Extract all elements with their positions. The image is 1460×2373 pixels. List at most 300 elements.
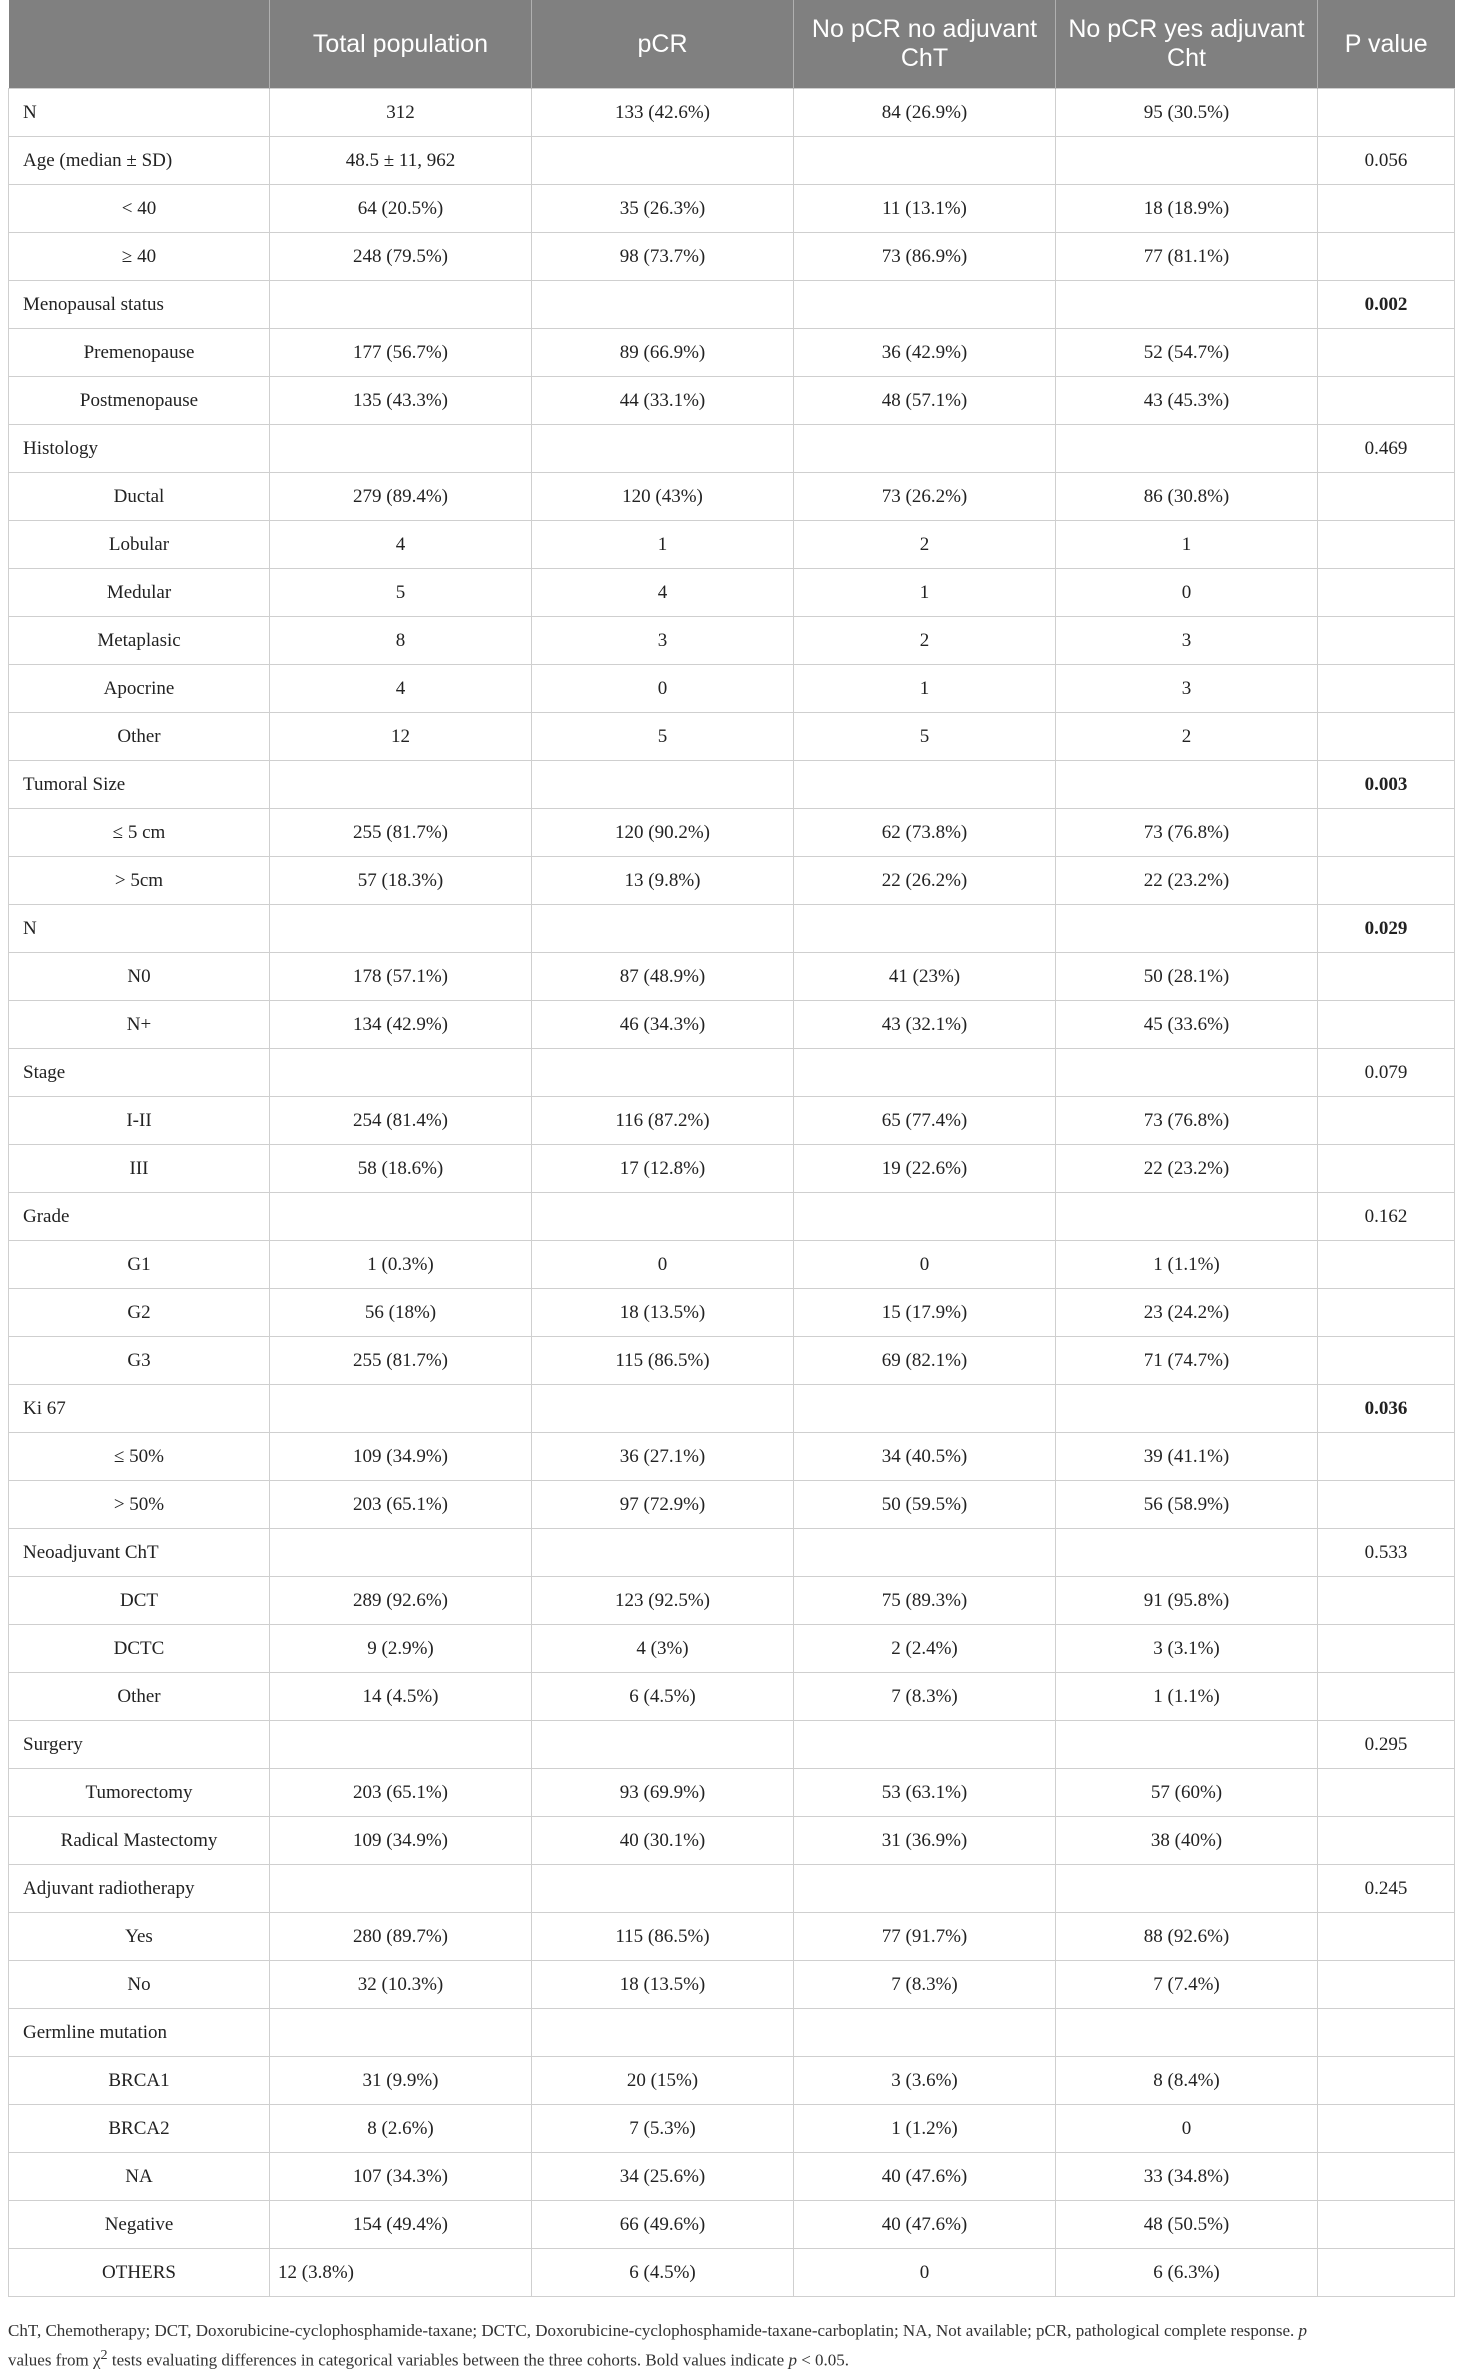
cell-no-pcr-yes-adjuvant: 86 (30.8%) xyxy=(1056,473,1318,521)
cell-no-pcr-no-adjuvant: 2 (2.4%) xyxy=(794,1625,1056,1673)
cell-pcr: 35 (26.3%) xyxy=(532,185,794,233)
table-row xyxy=(9,233,1455,281)
table-row xyxy=(9,137,1455,185)
header-cell-total: Total population xyxy=(270,0,532,89)
table-row xyxy=(9,953,1455,1001)
table-row xyxy=(9,761,1455,809)
cell-total: 109 (34.9%) xyxy=(270,1433,532,1481)
cell-p-value: 0.469 xyxy=(1318,425,1455,473)
row-label: Tumoral Size xyxy=(9,761,270,809)
cell-total: 48.5 ± 11, 962 xyxy=(270,137,532,185)
cell-pcr: 87 (48.9%) xyxy=(532,953,794,1001)
cell-no-pcr-yes-adjuvant xyxy=(1056,425,1318,473)
cell-pcr: 120 (90.2%) xyxy=(532,809,794,857)
row-sublabel: ≥ 40 xyxy=(9,233,270,281)
cell-p-value xyxy=(1318,185,1455,233)
row-sublabel: ≤ 50% xyxy=(9,1433,270,1481)
cell-no-pcr-yes-adjuvant: 1 (1.1%) xyxy=(1056,1673,1318,1721)
cell-no-pcr-yes-adjuvant: 48 (50.5%) xyxy=(1056,2201,1318,2249)
cell-no-pcr-yes-adjuvant: 57 (60%) xyxy=(1056,1769,1318,1817)
header-cell-p-value: P value xyxy=(1318,0,1455,89)
cell-total xyxy=(270,1865,532,1913)
row-sublabel: > 50% xyxy=(9,1481,270,1529)
row-sublabel: ≤ 5 cm xyxy=(9,809,270,857)
table-row xyxy=(9,1097,1455,1145)
cell-no-pcr-yes-adjuvant: 23 (24.2%) xyxy=(1056,1289,1318,1337)
cell-total: 4 xyxy=(270,665,532,713)
row-label: Ki 67 xyxy=(9,1385,270,1433)
row-sublabel: Medular xyxy=(9,569,270,617)
row-label: Neoadjuvant ChT xyxy=(9,1529,270,1577)
cell-p-value xyxy=(1318,521,1455,569)
cell-no-pcr-yes-adjuvant: 6 (6.3%) xyxy=(1056,2249,1318,2297)
table-row xyxy=(9,281,1455,329)
cell-pcr xyxy=(532,1865,794,1913)
cell-p-value xyxy=(1318,1337,1455,1385)
cell-no-pcr-yes-adjuvant xyxy=(1056,1385,1318,1433)
row-label: Grade xyxy=(9,1193,270,1241)
cell-pcr: 13 (9.8%) xyxy=(532,857,794,905)
row-sublabel: I-II xyxy=(9,1097,270,1145)
footnote-text-4: < 0.05. xyxy=(796,2350,850,2370)
cell-no-pcr-no-adjuvant xyxy=(794,1529,1056,1577)
row-label: Stage xyxy=(9,1049,270,1097)
cell-total: 135 (43.3%) xyxy=(270,377,532,425)
cell-no-pcr-no-adjuvant xyxy=(794,1721,1056,1769)
row-sublabel: BRCA2 xyxy=(9,2105,270,2153)
cell-no-pcr-yes-adjuvant: 0 xyxy=(1056,2105,1318,2153)
cell-total: 312 xyxy=(270,89,532,137)
cell-p-value xyxy=(1318,2201,1455,2249)
cell-total xyxy=(270,1721,532,1769)
cell-p-value: 0.056 xyxy=(1318,137,1455,185)
cell-total: 31 (9.9%) xyxy=(270,2057,532,2105)
cell-pcr: 3 xyxy=(532,617,794,665)
cell-pcr: 5 xyxy=(532,713,794,761)
cell-pcr: 6 (4.5%) xyxy=(532,2249,794,2297)
cell-pcr: 89 (66.9%) xyxy=(532,329,794,377)
cell-p-value xyxy=(1318,2249,1455,2297)
cell-no-pcr-no-adjuvant: 15 (17.9%) xyxy=(794,1289,1056,1337)
cell-p-value: 0.003 xyxy=(1318,761,1455,809)
cell-p-value xyxy=(1318,1913,1455,1961)
table-row xyxy=(9,809,1455,857)
cell-no-pcr-yes-adjuvant: 56 (58.9%) xyxy=(1056,1481,1318,1529)
cell-p-value xyxy=(1318,1001,1455,1049)
cell-no-pcr-no-adjuvant: 62 (73.8%) xyxy=(794,809,1056,857)
cell-no-pcr-no-adjuvant: 5 xyxy=(794,713,1056,761)
table-row xyxy=(9,2153,1455,2201)
cell-pcr xyxy=(532,1049,794,1097)
cell-pcr: 6 (4.5%) xyxy=(532,1673,794,1721)
table-row xyxy=(9,1241,1455,1289)
cell-no-pcr-yes-adjuvant: 73 (76.8%) xyxy=(1056,1097,1318,1145)
cell-no-pcr-yes-adjuvant: 2 xyxy=(1056,713,1318,761)
cell-p-value: 0.079 xyxy=(1318,1049,1455,1097)
row-label: N xyxy=(9,89,270,137)
cell-total: 279 (89.4%) xyxy=(270,473,532,521)
cell-no-pcr-no-adjuvant: 2 xyxy=(794,521,1056,569)
cell-p-value xyxy=(1318,2057,1455,2105)
cell-pcr xyxy=(532,1193,794,1241)
table-row xyxy=(9,713,1455,761)
table-row xyxy=(9,377,1455,425)
table-row xyxy=(9,185,1455,233)
cell-no-pcr-yes-adjuvant: 1 xyxy=(1056,521,1318,569)
cell-no-pcr-no-adjuvant: 84 (26.9%) xyxy=(794,89,1056,137)
cell-total: 255 (81.7%) xyxy=(270,1337,532,1385)
cell-pcr xyxy=(532,761,794,809)
row-sublabel: G2 xyxy=(9,1289,270,1337)
cell-no-pcr-no-adjuvant xyxy=(794,1049,1056,1097)
cell-no-pcr-yes-adjuvant xyxy=(1056,1529,1318,1577)
cell-pcr xyxy=(532,1529,794,1577)
row-sublabel: No xyxy=(9,1961,270,2009)
cell-total: 4 xyxy=(270,521,532,569)
cell-no-pcr-no-adjuvant: 69 (82.1%) xyxy=(794,1337,1056,1385)
cell-no-pcr-no-adjuvant: 3 (3.6%) xyxy=(794,2057,1056,2105)
table-row xyxy=(9,2057,1455,2105)
table-row xyxy=(9,1721,1455,1769)
row-label: N xyxy=(9,905,270,953)
table-row xyxy=(9,2201,1455,2249)
cell-pcr: 116 (87.2%) xyxy=(532,1097,794,1145)
cell-no-pcr-yes-adjuvant: 3 xyxy=(1056,665,1318,713)
cell-pcr: 98 (73.7%) xyxy=(532,233,794,281)
cell-total: 255 (81.7%) xyxy=(270,809,532,857)
cell-total: 12 xyxy=(270,713,532,761)
cell-pcr xyxy=(532,1721,794,1769)
cell-pcr: 4 xyxy=(532,569,794,617)
cell-no-pcr-yes-adjuvant xyxy=(1056,1865,1318,1913)
cell-total xyxy=(270,1049,532,1097)
cell-no-pcr-no-adjuvant: 7 (8.3%) xyxy=(794,1673,1056,1721)
row-sublabel: DCT xyxy=(9,1577,270,1625)
cell-no-pcr-no-adjuvant: 40 (47.6%) xyxy=(794,2201,1056,2249)
table-row xyxy=(9,2249,1455,2297)
cell-no-pcr-no-adjuvant: 77 (91.7%) xyxy=(794,1913,1056,1961)
cell-no-pcr-no-adjuvant: 0 xyxy=(794,1241,1056,1289)
table-row xyxy=(9,1817,1455,1865)
row-sublabel: G1 xyxy=(9,1241,270,1289)
cell-p-value xyxy=(1318,1577,1455,1625)
cell-pcr xyxy=(532,2009,794,2057)
cell-no-pcr-yes-adjuvant xyxy=(1056,1721,1318,1769)
cell-pcr: 20 (15%) xyxy=(532,2057,794,2105)
cell-pcr xyxy=(532,905,794,953)
cell-total: 5 xyxy=(270,569,532,617)
cell-pcr: 0 xyxy=(532,665,794,713)
row-sublabel: NA xyxy=(9,2153,270,2201)
cell-total: 177 (56.7%) xyxy=(270,329,532,377)
cell-p-value xyxy=(1318,617,1455,665)
table-row xyxy=(9,905,1455,953)
cell-pcr: 97 (72.9%) xyxy=(532,1481,794,1529)
row-sublabel: < 40 xyxy=(9,185,270,233)
table-row xyxy=(9,1337,1455,1385)
cell-total: 154 (49.4%) xyxy=(270,2201,532,2249)
cell-no-pcr-no-adjuvant: 73 (86.9%) xyxy=(794,233,1056,281)
cell-total: 12 (3.8%) xyxy=(270,2249,532,2297)
cell-total xyxy=(270,761,532,809)
cell-no-pcr-no-adjuvant: 7 (8.3%) xyxy=(794,1961,1056,2009)
cell-p-value xyxy=(1318,1145,1455,1193)
footnote-text-3: tests evaluating differences in categorical variables between the three cohorts. Bold values indicate xyxy=(107,2350,789,2370)
cell-no-pcr-yes-adjuvant: 95 (30.5%) xyxy=(1056,89,1318,137)
cell-no-pcr-no-adjuvant: 1 (1.2%) xyxy=(794,2105,1056,2153)
table-row xyxy=(9,425,1455,473)
cell-pcr xyxy=(532,425,794,473)
cell-p-value: 0.002 xyxy=(1318,281,1455,329)
cell-p-value xyxy=(1318,1961,1455,2009)
table-row xyxy=(9,1193,1455,1241)
cell-total: 134 (42.9%) xyxy=(270,1001,532,1049)
header-cell-no-pcr-no-adjuvant: No pCR no adjuvant ChT xyxy=(794,0,1056,89)
cell-total: 203 (65.1%) xyxy=(270,1769,532,1817)
cell-total: 58 (18.6%) xyxy=(270,1145,532,1193)
cell-no-pcr-yes-adjuvant: 22 (23.2%) xyxy=(1056,1145,1318,1193)
row-sublabel: BRCA1 xyxy=(9,2057,270,2105)
cell-p-value xyxy=(1318,713,1455,761)
cell-pcr: 115 (86.5%) xyxy=(532,1337,794,1385)
row-sublabel: OTHERS xyxy=(9,2249,270,2297)
cell-total: 32 (10.3%) xyxy=(270,1961,532,2009)
table-row xyxy=(9,1913,1455,1961)
cell-no-pcr-no-adjuvant: 19 (22.6%) xyxy=(794,1145,1056,1193)
cell-no-pcr-no-adjuvant: 2 xyxy=(794,617,1056,665)
header-row xyxy=(9,0,1455,89)
cell-no-pcr-yes-adjuvant: 52 (54.7%) xyxy=(1056,329,1318,377)
table-row xyxy=(9,1145,1455,1193)
row-sublabel: > 5cm xyxy=(9,857,270,905)
cell-no-pcr-no-adjuvant xyxy=(794,1385,1056,1433)
table-row xyxy=(9,617,1455,665)
cell-p-value xyxy=(1318,569,1455,617)
table-row xyxy=(9,521,1455,569)
cell-pcr: 18 (13.5%) xyxy=(532,1289,794,1337)
row-sublabel: DCTC xyxy=(9,1625,270,1673)
cell-no-pcr-yes-adjuvant: 1 (1.1%) xyxy=(1056,1241,1318,1289)
cell-p-value xyxy=(1318,1817,1455,1865)
cell-no-pcr-yes-adjuvant xyxy=(1056,1049,1318,1097)
cell-no-pcr-no-adjuvant: 53 (63.1%) xyxy=(794,1769,1056,1817)
footnote-p-italic: p xyxy=(1298,2321,1308,2340)
cell-pcr xyxy=(532,1385,794,1433)
cell-no-pcr-yes-adjuvant xyxy=(1056,905,1318,953)
cell-pcr: 46 (34.3%) xyxy=(532,1001,794,1049)
cell-no-pcr-no-adjuvant: 40 (47.6%) xyxy=(794,2153,1056,2201)
cell-no-pcr-yes-adjuvant: 38 (40%) xyxy=(1056,1817,1318,1865)
cell-total: 9 (2.9%) xyxy=(270,1625,532,1673)
cell-no-pcr-yes-adjuvant: 33 (34.8%) xyxy=(1056,2153,1318,2201)
cell-no-pcr-yes-adjuvant xyxy=(1056,137,1318,185)
table-row xyxy=(9,569,1455,617)
cell-no-pcr-no-adjuvant xyxy=(794,2009,1056,2057)
cell-p-value xyxy=(1318,2105,1455,2153)
cell-pcr: 1 xyxy=(532,521,794,569)
row-sublabel: N0 xyxy=(9,953,270,1001)
table-row xyxy=(9,1481,1455,1529)
row-sublabel: Lobular xyxy=(9,521,270,569)
cell-pcr: 17 (12.8%) xyxy=(532,1145,794,1193)
row-sublabel: Negative xyxy=(9,2201,270,2249)
footnote-text-1: ChT, Chemotherapy; DCT, Doxorubicine-cyclophosphamide-taxane; DCTC, Doxorubicine-cyclophosphamide-taxane-carboplatin; NA, Not available; pCR, pathological complete response. xyxy=(8,2321,1299,2340)
row-sublabel: Other xyxy=(9,1673,270,1721)
cell-no-pcr-yes-adjuvant: 50 (28.1%) xyxy=(1056,953,1318,1001)
cell-no-pcr-no-adjuvant xyxy=(794,905,1056,953)
cell-pcr: 34 (25.6%) xyxy=(532,2153,794,2201)
cell-no-pcr-no-adjuvant: 36 (42.9%) xyxy=(794,329,1056,377)
row-sublabel: Other xyxy=(9,713,270,761)
table-row xyxy=(9,2105,1455,2153)
cell-pcr: 66 (49.6%) xyxy=(532,2201,794,2249)
cell-p-value: 0.036 xyxy=(1318,1385,1455,1433)
table-row xyxy=(9,89,1455,137)
cell-no-pcr-yes-adjuvant: 39 (41.1%) xyxy=(1056,1433,1318,1481)
cell-no-pcr-no-adjuvant xyxy=(794,1865,1056,1913)
table-row xyxy=(9,1529,1455,1577)
table-row xyxy=(9,1961,1455,2009)
table-row xyxy=(9,1001,1455,1049)
footnote-p-italic-2: p xyxy=(788,2350,797,2370)
table-row xyxy=(9,2009,1455,2057)
table-row xyxy=(9,1625,1455,1673)
cell-total: 57 (18.3%) xyxy=(270,857,532,905)
cell-no-pcr-no-adjuvant: 11 (13.1%) xyxy=(794,185,1056,233)
cell-no-pcr-yes-adjuvant: 3 xyxy=(1056,617,1318,665)
cell-no-pcr-yes-adjuvant: 22 (23.2%) xyxy=(1056,857,1318,905)
cell-total xyxy=(270,2009,532,2057)
cell-no-pcr-yes-adjuvant: 0 xyxy=(1056,569,1318,617)
cell-p-value: 0.162 xyxy=(1318,1193,1455,1241)
table-row xyxy=(9,1049,1455,1097)
patient-characteristics-table xyxy=(8,0,1455,2297)
cell-total xyxy=(270,1385,532,1433)
cell-total xyxy=(270,425,532,473)
cell-pcr xyxy=(532,281,794,329)
table-footnote xyxy=(8,2318,1444,2373)
cell-no-pcr-yes-adjuvant: 71 (74.7%) xyxy=(1056,1337,1318,1385)
cell-no-pcr-yes-adjuvant: 77 (81.1%) xyxy=(1056,233,1318,281)
table-container xyxy=(8,0,1454,2297)
table-row xyxy=(9,473,1455,521)
cell-total: 280 (89.7%) xyxy=(270,1913,532,1961)
header-cell-label xyxy=(9,0,270,89)
row-sublabel: Yes xyxy=(9,1913,270,1961)
table-row xyxy=(9,1865,1455,1913)
table-row xyxy=(9,1673,1455,1721)
table-row xyxy=(9,329,1455,377)
cell-total: 248 (79.5%) xyxy=(270,233,532,281)
cell-no-pcr-yes-adjuvant xyxy=(1056,1193,1318,1241)
cell-p-value xyxy=(1318,1289,1455,1337)
row-label: Germline mutation xyxy=(9,2009,270,2057)
cell-p-value xyxy=(1318,377,1455,425)
cell-p-value xyxy=(1318,1241,1455,1289)
row-label: Age (median ± SD) xyxy=(9,137,270,185)
cell-no-pcr-no-adjuvant xyxy=(794,1193,1056,1241)
cell-pcr xyxy=(532,137,794,185)
row-sublabel: G3 xyxy=(9,1337,270,1385)
cell-total xyxy=(270,281,532,329)
cell-no-pcr-yes-adjuvant: 73 (76.8%) xyxy=(1056,809,1318,857)
table-row xyxy=(9,1769,1455,1817)
cell-no-pcr-no-adjuvant: 48 (57.1%) xyxy=(794,377,1056,425)
cell-pcr: 133 (42.6%) xyxy=(532,89,794,137)
cell-no-pcr-yes-adjuvant: 88 (92.6%) xyxy=(1056,1913,1318,1961)
cell-no-pcr-no-adjuvant xyxy=(794,137,1056,185)
table-row xyxy=(9,1577,1455,1625)
cell-p-value xyxy=(1318,473,1455,521)
cell-p-value xyxy=(1318,1481,1455,1529)
cell-pcr: 36 (27.1%) xyxy=(532,1433,794,1481)
table-row xyxy=(9,857,1455,905)
cell-total: 56 (18%) xyxy=(270,1289,532,1337)
cell-total: 1 (0.3%) xyxy=(270,1241,532,1289)
cell-no-pcr-no-adjuvant: 50 (59.5%) xyxy=(794,1481,1056,1529)
cell-pcr: 44 (33.1%) xyxy=(532,377,794,425)
cell-no-pcr-yes-adjuvant: 8 (8.4%) xyxy=(1056,2057,1318,2105)
row-sublabel: Metaplasic xyxy=(9,617,270,665)
cell-no-pcr-yes-adjuvant: 43 (45.3%) xyxy=(1056,377,1318,425)
row-sublabel: Premenopause xyxy=(9,329,270,377)
cell-p-value xyxy=(1318,665,1455,713)
cell-no-pcr-yes-adjuvant: 7 (7.4%) xyxy=(1056,1961,1318,2009)
row-label: Surgery xyxy=(9,1721,270,1769)
cell-no-pcr-no-adjuvant: 73 (26.2%) xyxy=(794,473,1056,521)
table-header xyxy=(9,0,1455,89)
cell-total: 8 xyxy=(270,617,532,665)
cell-pcr: 120 (43%) xyxy=(532,473,794,521)
row-sublabel: N+ xyxy=(9,1001,270,1049)
cell-pcr: 123 (92.5%) xyxy=(532,1577,794,1625)
row-sublabel: Ductal xyxy=(9,473,270,521)
row-label: Menopausal status xyxy=(9,281,270,329)
cell-no-pcr-no-adjuvant xyxy=(794,425,1056,473)
cell-total: 8 (2.6%) xyxy=(270,2105,532,2153)
cell-pcr: 115 (86.5%) xyxy=(532,1913,794,1961)
cell-p-value: 0.295 xyxy=(1318,1721,1455,1769)
cell-p-value xyxy=(1318,89,1455,137)
cell-p-value xyxy=(1318,1625,1455,1673)
cell-total xyxy=(270,905,532,953)
cell-p-value xyxy=(1318,1433,1455,1481)
cell-total: 14 (4.5%) xyxy=(270,1673,532,1721)
cell-no-pcr-no-adjuvant xyxy=(794,761,1056,809)
cell-p-value xyxy=(1318,809,1455,857)
cell-no-pcr-no-adjuvant: 75 (89.3%) xyxy=(794,1577,1056,1625)
header-cell-pcr: pCR xyxy=(532,0,794,89)
cell-p-value xyxy=(1318,1097,1455,1145)
row-sublabel: Apocrine xyxy=(9,665,270,713)
header-cell-no-pcr-yes-adjuvant: No pCR yes adjuvant Cht xyxy=(1056,0,1318,89)
row-sublabel: Tumorectomy xyxy=(9,1769,270,1817)
cell-p-value xyxy=(1318,1769,1455,1817)
footnote-text-2: values from χ xyxy=(8,2350,101,2370)
row-sublabel: Radical Mastectomy xyxy=(9,1817,270,1865)
cell-p-value xyxy=(1318,2009,1455,2057)
cell-pcr: 40 (30.1%) xyxy=(532,1817,794,1865)
cell-pcr: 0 xyxy=(532,1241,794,1289)
cell-pcr: 93 (69.9%) xyxy=(532,1769,794,1817)
cell-no-pcr-no-adjuvant: 34 (40.5%) xyxy=(794,1433,1056,1481)
cell-p-value xyxy=(1318,329,1455,377)
cell-p-value xyxy=(1318,953,1455,1001)
cell-no-pcr-yes-adjuvant xyxy=(1056,761,1318,809)
cell-p-value xyxy=(1318,857,1455,905)
cell-total xyxy=(270,1193,532,1241)
footnote-superscript: 2 xyxy=(100,2347,108,2363)
